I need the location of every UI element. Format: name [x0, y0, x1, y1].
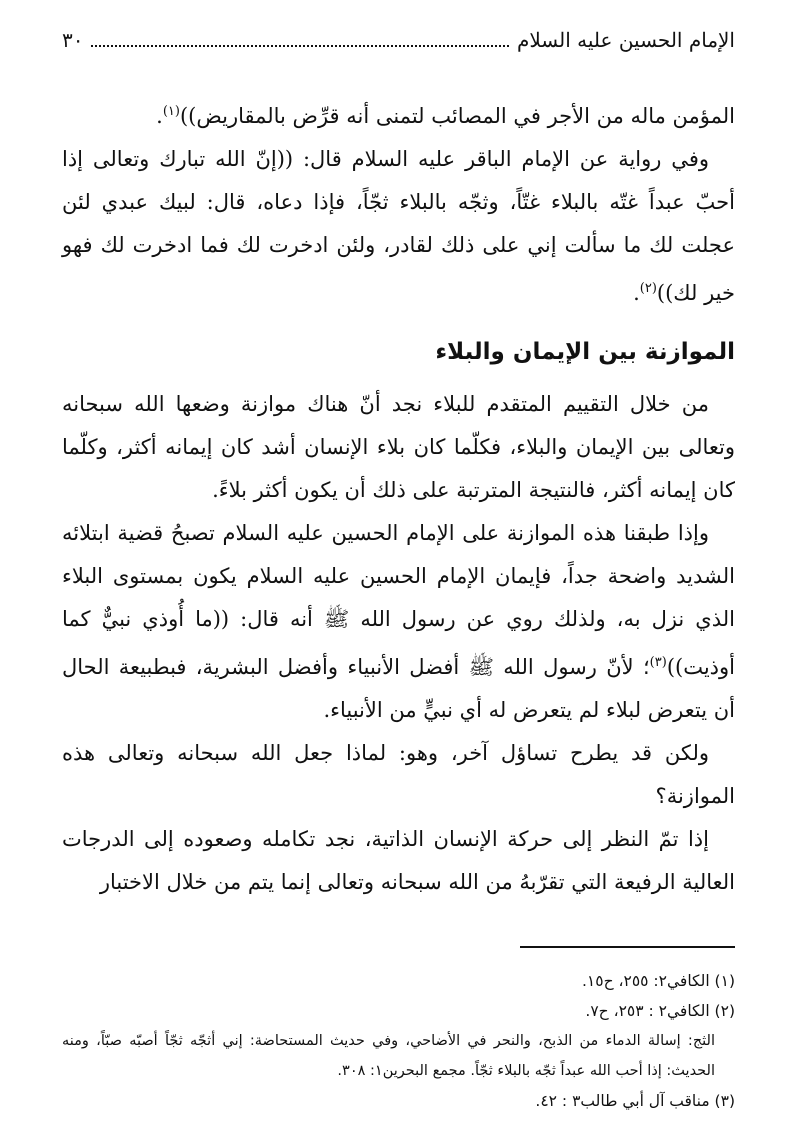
footnote-gloss: الثج: إسالة الدماء من الذبح، والنحر في الأضاحي، وفي حديث المستحاضة: إني أثجّه ثجّاً أصبّه صبّاً، ومنه الحديث: إذا أحب الله عبداً ثجّه بالبلاء ثجّاً. مجمع البحرين١: ٣٠٨. — [62, 1033, 715, 1079]
footnote-3: (٣) مناقب آل أبي طالب٣ : ٤٢. — [535, 1092, 735, 1110]
footnote-1: (١) الكافي٢: ٢٥٥، ح١٥. — [581, 972, 735, 990]
paragraph: ولكن قد يطرح تساؤل آخر، وهو: لماذا جعل الله سبحانه وتعالى هذه الموازنة؟ — [62, 741, 735, 808]
footnote-marker: (١) — [162, 104, 180, 119]
paragraph-text: وفي رواية عن الإمام الباقر عليه السلام قال: ((إنّ الله تبارك وتعالى إذا أحبّ عبداً غتّه بالبلاء غتّاً، وثجّه بالبلاء ثجّاً، فإذا دعاه، قال: لبيك عبدي لئن عجلت لك ما سألت إني على ذلك لقادر، ولئن ادخرت لك فما ادخرت لك فهو خير لك)) — [62, 147, 735, 305]
main-text — [62, 90, 735, 904]
paragraph: من خلال التقييم المتقدم للبلاء نجد أنّ هناك موازنة وضعها الله سبحانه وتعالى بين الإيمان والبلاء، فكلّما كان بلاء الإنسان أشد كان إيمانه أكثر، وكلّما كان إيمانه أكثر، فالنتيجة المترتبة على ذلك أن يكون أكثر بلاءً. — [62, 392, 735, 502]
header-dot-leader — [91, 31, 509, 47]
paragraph — [62, 90, 735, 138]
footnote-separator — [520, 946, 735, 948]
book-page — [62, 28, 735, 1124]
paragraph — [62, 138, 735, 315]
paragraph — [62, 512, 735, 732]
footnote-2: (٢) الكافي٢ : ٢٥٣، ح٧. — [585, 1002, 735, 1020]
paragraph-end: . — [633, 281, 640, 305]
section-heading: الموازنة بين الإيمان والبلاء — [435, 339, 735, 365]
running-title: الإمام الحسين عليه السلام — [516, 28, 735, 52]
paragraph-text: المؤمن ماله من الأجر في المصائب لتمنى أنه قرِّض بالمقاريض)) — [179, 104, 735, 128]
paragraph-text: وإذا طبقنا هذه الموازنة على الإمام الحسين عليه السلام تصبحُ قضية ابتلائه الشديد واضحة جداً، فإيمان الإمام الحسين عليه السلام يكون بمستوى البلاء الذي نزل به، ولذلك روي عن رسول الله ﷺ أنه قال: ((ما أُوذي نبيٌّ كما أوذيت)) — [62, 521, 735, 679]
footnote-marker: (٣) — [649, 655, 667, 670]
paragraph-text-continued: ؛ لأنّ رسول الله ﷺ أفضل الأنبياء وأفضل البشرية، فبطبيعة الحال أن يتعرض لبلاء لم يتعرض له أي نبيٍّ من الأنبياء. — [62, 655, 735, 722]
running-header — [62, 28, 735, 62]
footnotes — [62, 966, 735, 1116]
page-number: ٣٠ — [62, 28, 84, 52]
paragraph: إذا تمّ النظر إلى حركة الإنسان الذاتية، نجد تكامله وصعوده إلى الدرجات العالية الرفيعة التي تقرّبهُ من الله سبحانه وتعالى إنما يتم من خلال الاختبار — [62, 827, 735, 894]
paragraph-end: . — [156, 104, 163, 128]
footnote-marker: (٢) — [639, 281, 657, 296]
